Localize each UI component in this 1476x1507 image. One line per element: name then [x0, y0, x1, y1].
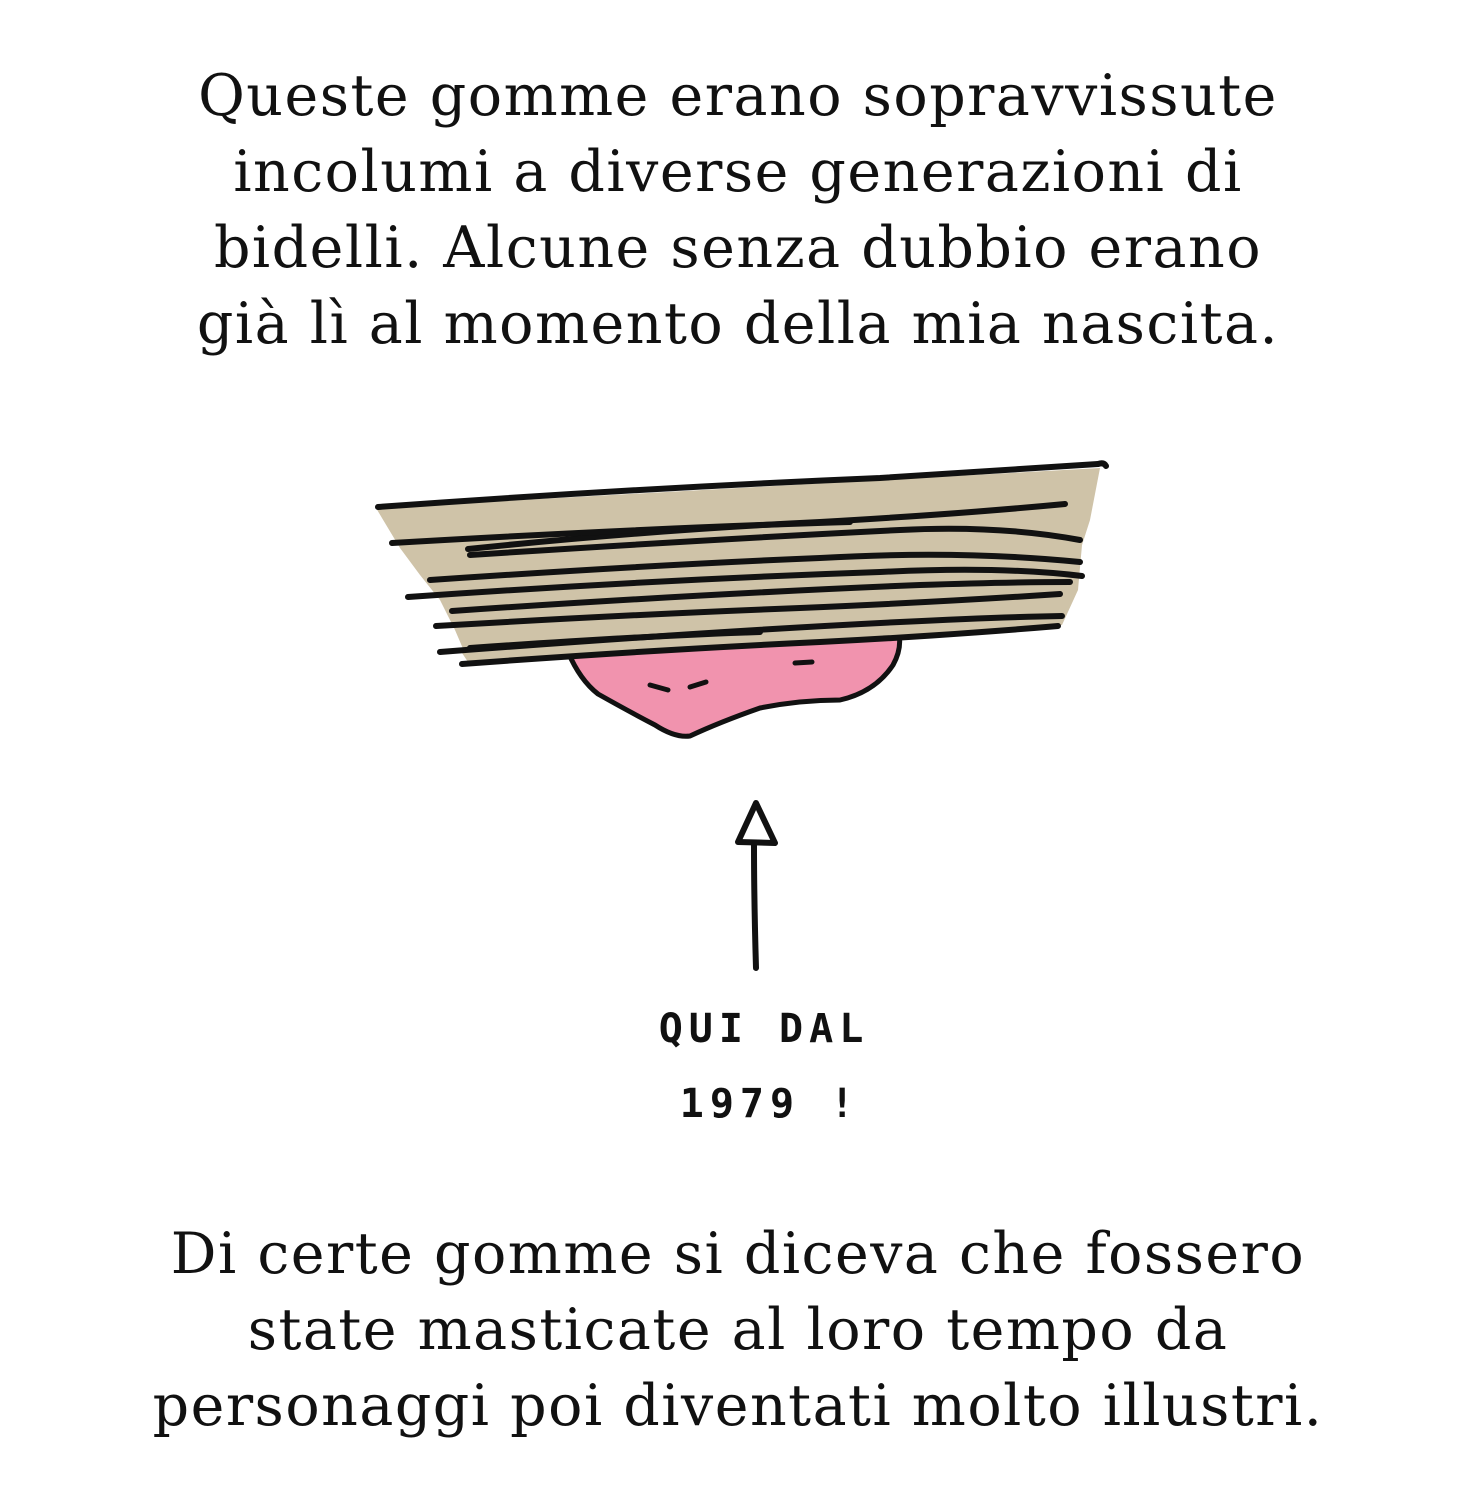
top-caption-line: già lì al momento della mia nascita. — [196, 291, 1280, 357]
note-line-2: 1979 ! — [679, 1081, 861, 1127]
top-caption-line: Queste gomme erano sopravvissute — [198, 63, 1278, 129]
bottom-caption-line: Di certe gomme si diceva che fossero — [170, 1221, 1306, 1287]
bottom-caption-line: state masticate al loro tempo da — [247, 1297, 1229, 1363]
top-caption-line: incolumi a diverse generazioni di — [233, 139, 1243, 205]
bottom-caption — [0, 1216, 1476, 1444]
arrow-up-icon — [738, 803, 775, 968]
bottom-caption-line: personaggi poi diventati molto illustri. — [152, 1373, 1324, 1439]
note-line-1: QUI DAL — [658, 1006, 870, 1052]
top-caption-line: bidelli. Alcune senza dubbio erano — [213, 215, 1263, 281]
